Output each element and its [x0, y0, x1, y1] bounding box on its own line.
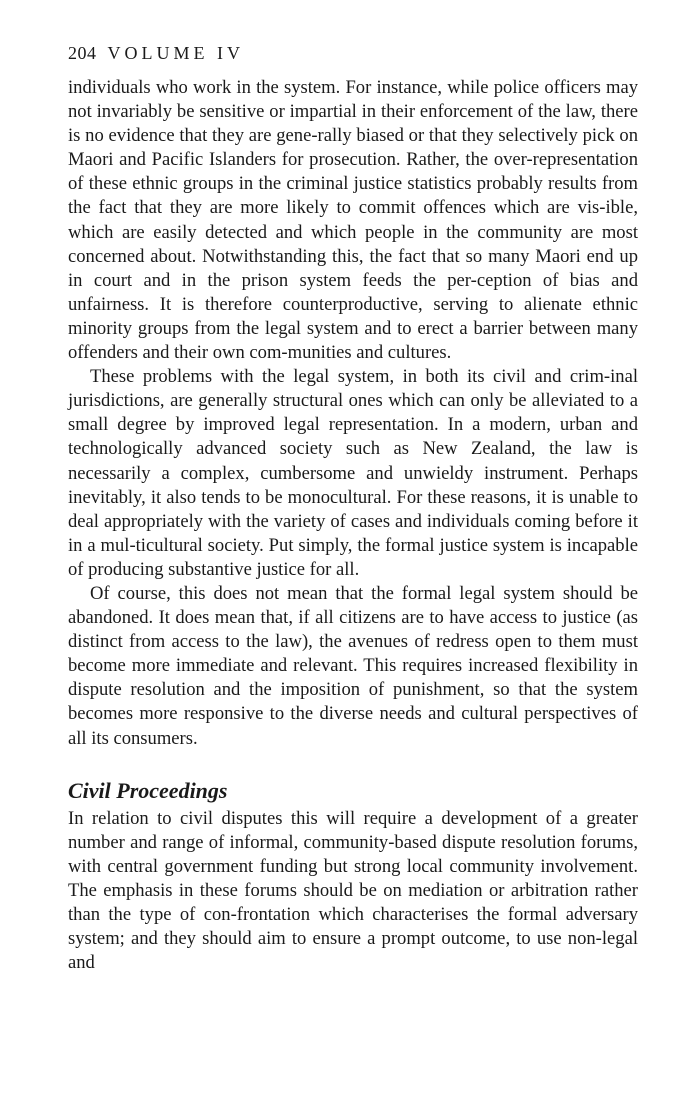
- paragraph-3: Of course, this does not mean that the formal legal system should be abandoned. It does mean that, if all citizens are to have access to justice (as distinct from access to the law), the avenues of redress open to them must become more immediate and relevant. This requires increased flexibility in dispute resolution and the imposition of punishment, so that the system becomes more responsive to the diverse needs and cultural perspectives of all its consumers.: [68, 582, 638, 749]
- paragraph-2: These problems with the legal system, in both its civil and crim-inal jurisdictions, are generally structural ones which can only be alleviated to a small degree by improved legal representation. In a modern, urban and technologically advanced society such as New Zealand, the law is necessarily a complex, cumbersome and unwieldy instrument. Perhaps inevitably, it also tends to be monocultural. For these reasons, it is unable to deal appropriately with the variety of cases and individuals coming before it in a mul-ticultural society. Put simply, the formal justice system is incapable of producing substantive justice for all.: [68, 366, 638, 580]
- running-head: [68, 40, 638, 66]
- section-heading: Civil Proceedings: [68, 777, 228, 803]
- volume-label: VOLUME IV: [107, 43, 244, 63]
- section-paragraph: In relation to civil disputes this will require a development of a greater number and range of informal, community-based dispute resolution forums, with central government funding but strong local community involvement. The emphasis in these forums should be on mediation or arbitration rather than the type of con-frontation which characterises the formal adversary system; and they should aim to ensure a prompt outcome, to use non-legal and: [68, 807, 638, 974]
- book-page: [68, 40, 638, 975]
- paragraph-1: individuals who work in the system. For instance, while police officers may not invariably be sensitive or impartial in their enforcement of the law, there is no evidence that they are gene-rally biased or that they selectively pick on Maori and Pacific Islanders for prosecution. Rather, the over-representation of these ethnic groups in the criminal justice statistics probably results from the fact that they are more likely to commit offences which are vis-ible, which are easily detected and which people in the community are most concerned about. Notwithstanding this, the fact that so many Maori end up in court and in the prison system feeds the per-ception of bias and unfairness. It is therefore counterproductive, serving to alienate ethnic minority groups from the legal system and to erect a barrier between many offenders and their own com-munities and cultures.: [68, 77, 638, 364]
- page-number: 204: [68, 43, 97, 63]
